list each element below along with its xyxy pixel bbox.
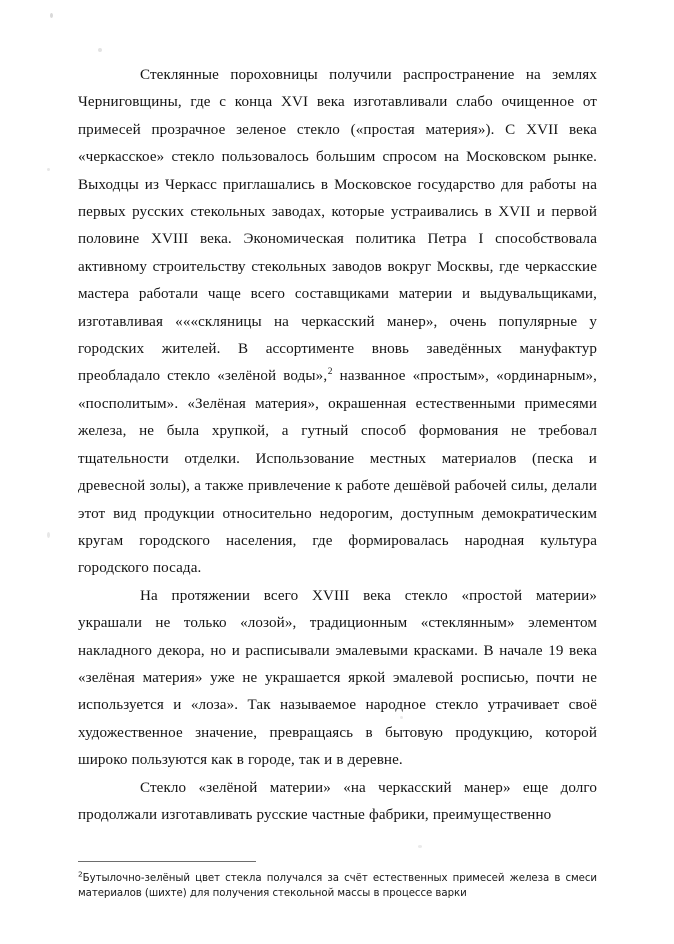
footnote-separator-rule xyxy=(78,861,256,862)
scan-speckle xyxy=(50,13,53,18)
scan-speckle xyxy=(98,48,102,52)
paragraph-3: Стекло «зелёной материи» «на черкасский манер» еще долго продолжали изготавливать русские частные фабрики, преимущественно xyxy=(78,779,597,823)
scan-speckle xyxy=(418,845,422,848)
paragraph-1-text-after-footnote-ref: названное «простым», «ординарным», «посполитым». «Зелёная материя», окрашенная естественными примесями железа, не была хрупкой, а гутный способ формования не требовал тщательности отделки. Использование местных материалов (песка и древесной золы), а также привлечение к работе дешёвой рабочей силы, делали этот вид продукции относительно недорогим, доступным демократическим кругам городского населения, где формировалась народная культура городского посада. xyxy=(78,368,597,577)
scan-speckle xyxy=(47,532,50,538)
footnote-area xyxy=(78,861,597,901)
footnote-reference-marker[interactable]: 2 xyxy=(327,367,333,378)
body-text-column xyxy=(78,62,597,829)
footnote-number-marker: 2 xyxy=(78,869,83,879)
paragraph-2: На протяжении всего XVIII века стекло «простой материи» украшали не только «лозой», традиционным «стеклянным» элементом накладного декора, но и расписывали эмалевыми красками. В начале 19 века «зелёная материя» уже не украшается яркой эмалевой росписью, почти не используется и «лоза». Так называемое народное стекло утрачивает своё художественное значение, превращаясь в бытовую продукцию, которой широко пользуются как в городе, так и в деревне. xyxy=(78,587,597,769)
footnote-entry xyxy=(78,871,597,901)
paragraph-1-text-before-footnote-ref: Стеклянные пороховницы получили распространение на землях Черниговщины, где с конца XVI века изготавливали слабо очищенное от примесей прозрачное зеленое стекло («простая материя»). С XVII века «черкасское» стекло пользовалось большим спросом на Московском рынке. Выходцы из Черкасс приглашались в Московское государство для работы на первых русских стекольных заводах, которые устраивались в XVII и первой половине XVIII века. Экономическая политика Петра I способствовала активному строительству стекольных заводов вокруг Москвы, где черкасские мастера работали чаще всего составщиками материи и выдувальщиками, изготавливая «««скляницы на черкасский манер», очень популярные у городских жителей. В ассортименте вновь заведённых мануфактур преобладало стекло «зелёной воды», xyxy=(78,67,597,385)
paragraph-1 xyxy=(78,62,597,583)
scan-speckle xyxy=(47,168,50,171)
footnote-body-text: Бутылочно-зелёный цвет стекла получался за счёт естественных примесей железа в смеси материалов (шихте) для получения стекольной массы в процессе варки xyxy=(78,873,597,899)
